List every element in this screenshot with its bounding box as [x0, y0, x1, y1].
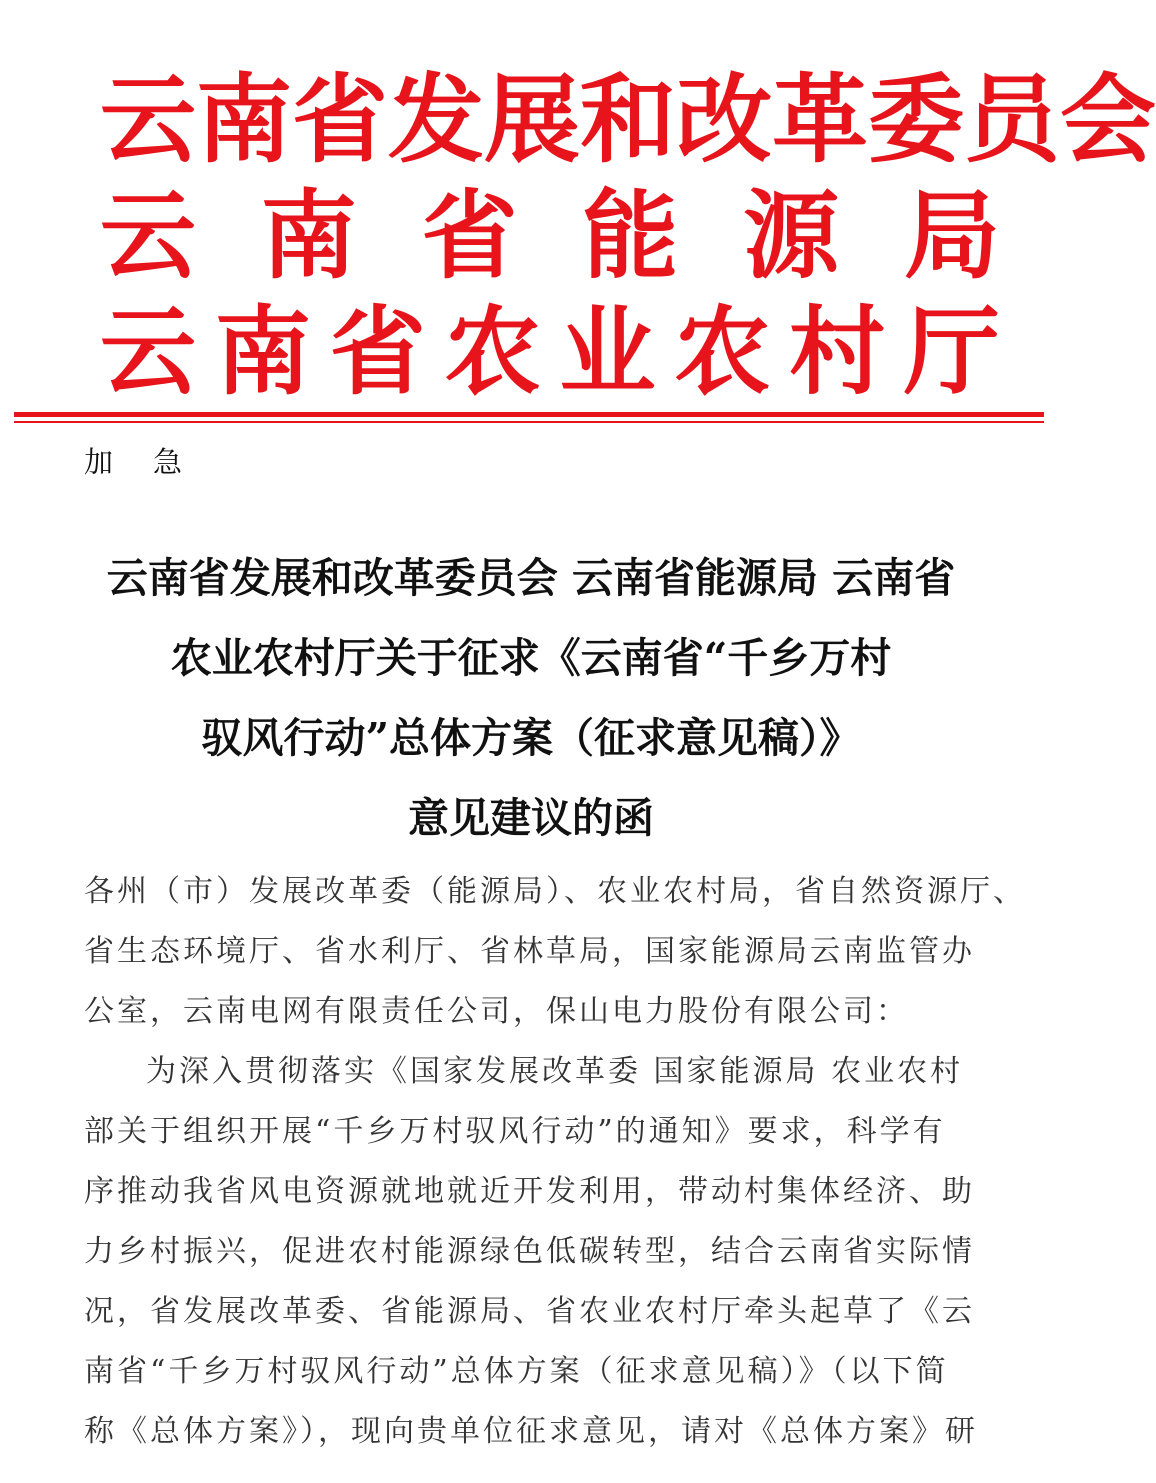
letterhead-line-2 — [100, 178, 1000, 294]
body-line: 序推动我省风电资源就地就近开发利用，带动村集体经济、助 — [84, 1174, 975, 1209]
letterhead-divider-thick — [14, 412, 1044, 417]
letterhead-char: 和 — [580, 63, 676, 176]
body-line: 省生态环境厅、省水利厅、省林草局，国家能源局云南监管办 — [84, 934, 975, 969]
document-body — [84, 862, 1026, 1462]
title-line-1: 云南省发展和改革委员会 云南省能源局 云南省 — [106, 554, 956, 602]
letterhead-char: 局 — [903, 179, 1000, 292]
body-line: 公室，云南电网有限责任公司，保山电力股份有限公司： — [84, 994, 909, 1029]
letterhead-char: 云 — [100, 179, 196, 292]
title-line-2: 农业农村厅关于征求《云南省“千乡万村 — [170, 634, 892, 682]
letterhead-char: 南 — [196, 63, 292, 176]
letterhead-line-1 — [100, 62, 1156, 178]
body-line: 为深入贯彻落实《国家发展改革委 国家能源局 农业农村 — [146, 1054, 964, 1089]
letterhead-char: 展 — [484, 63, 580, 176]
letterhead-char: 发 — [388, 63, 484, 176]
body-line: 称《总体方案》），现向贵单位征求意见，请对《总体方案》研 — [84, 1414, 978, 1449]
letterhead-char: 省 — [421, 179, 518, 292]
letterhead-divider-thin — [14, 421, 1044, 423]
letterhead-char: 村 — [789, 295, 886, 408]
letterhead-char: 业 — [559, 295, 656, 408]
letterhead-char: 委 — [868, 63, 964, 176]
title-line-4: 意见建议的函 — [408, 794, 654, 842]
letterhead — [100, 62, 1156, 410]
letterhead-char: 源 — [743, 179, 840, 292]
body-line: 南省“千乡万村驭风行动”总体方案（征求意见稿）》（以下简 — [84, 1354, 949, 1389]
letterhead-char: 南 — [214, 295, 311, 408]
letterhead-char: 能 — [582, 179, 679, 292]
letterhead-char: 农 — [444, 295, 541, 408]
letterhead-char: 省 — [329, 295, 426, 408]
letterhead-char: 云 — [100, 63, 196, 176]
letterhead-char: 革 — [772, 63, 868, 176]
body-line: 力乡村振兴，促进农村能源绿色低碳转型，结合云南省实际情 — [84, 1234, 975, 1269]
letterhead-char: 农 — [674, 295, 771, 408]
body-line: 各州（市）发展改革委（能源局）、农业农村局，省自然资源厅、 — [84, 874, 1026, 909]
body-line: 况，省发展改革委、省能源局、省农业农村厅牵头起草了《云 — [84, 1294, 975, 1329]
letterhead-char: 南 — [260, 179, 357, 292]
letterhead-line-3 — [100, 294, 1000, 410]
urgency-label: 加急 — [84, 445, 223, 479]
letterhead-char: 云 — [100, 295, 196, 408]
letterhead-char: 省 — [292, 63, 388, 176]
letterhead-char: 会 — [1060, 63, 1156, 176]
body-line: 部关于组织开展“千乡万村驭风行动”的通知》要求，科学有 — [84, 1114, 946, 1149]
letterhead-char: 厅 — [903, 295, 1000, 408]
document-title — [60, 538, 1002, 858]
title-line-3: 驭风行动”总体方案（征求意见稿）》 — [201, 714, 861, 762]
letterhead-char: 员 — [964, 63, 1060, 176]
letterhead-char: 改 — [676, 63, 772, 176]
